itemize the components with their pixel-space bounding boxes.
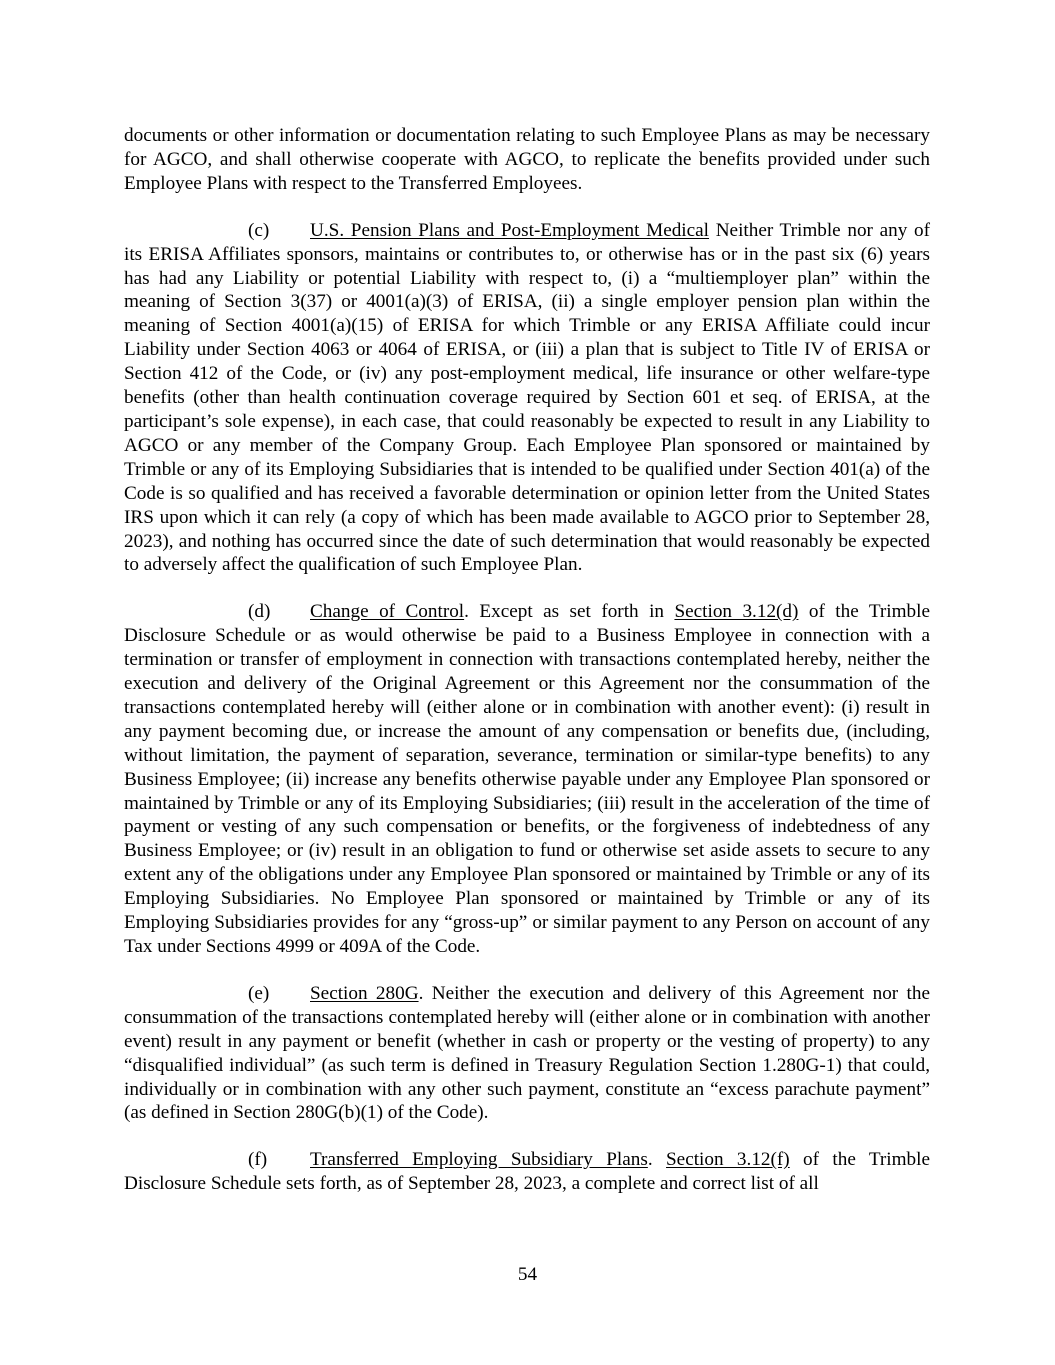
section-body-d: of the Trimble Disclosure Schedule or as would otherwise be paid to a Business Employee in connection with a termination or transfer of employment in connection with transactions contemplated hereby, neither the execution and delivery of the Original Agreement or this Agreement nor the consummation of the transactions contemplated hereby will (either alone or in combination with another event): (i) result in any payment becoming due, or increase the amount of any compensation or benefits due, (including, without limitation, the payment of separation, severance, termination or similar-type benefits) to any Business Employee; (ii) increase any benefits otherwise payable under any Employee Plan sponsored or maintained by Trimble or any of its Employing Subsidiaries; (iii) result in the acceleration of the time of payment or vesting of any such compensation or benefits, or the forgiveness of indebtedness of any Business Employee; or (iv) result in an obligation to fund or otherwise set aside assets to secure to any extent any of the obligations under any Employee Plan sponsored or maintained by Trimble or any of its Employing Subsidiaries. No Employee Plan sponsored or maintained by Trimble or any of its Employing Subsidiaries provides for any “gross-up” or similar payment to any Person on account of any Tax under Sections 4999 or 409A of the Code. [124,601,930,957]
page-number: 54 [517,1264,538,1285]
section-ref-f: Section 3.12(f) [666,1149,790,1171]
section-body-c: Neither Trimble nor any of its ERISA Affiliates sponsors, maintains or contributes to, or otherwise has or in the past six (6) years has had any Liability or potential Liability with respect to, (i) a “multiemployer plan” within the meaning of Section 3(37) or 4001(a)(3) of ERISA, (ii) a single employer pension plan within the meaning of Section 4001(a)(15) of ERISA for which Trimble or any ERISA Affiliate could incur Liability under Section 4063 or 4064 of ERISA, or (iii) a plan that is subject to Title IV of ERISA or Section 412 of the Code, or (iv) any post-employment medical, life insurance or other welfare-type benefits (other than health continuation coverage required by Section 601 et seq. of ERISA, at the participant’s sole expense), in each case, that could reasonably be expected to result in any Liability to AGCO or any member of the Company Group. Each Employee Plan sponsored or maintained by Trimble or any of its Employing Subsidiaries that is intended to be qualified under Section 401(a) of the Code is so qualified and has received a favorable determination or opinion letter from the United States IRS upon which it can rely (a copy of which has been made available to AGCO prior to September 28, 2023), and nothing has occurred since the date of such determination that would reasonably be expected to adversely affect the qualification of such Employee Plan. [124,219,930,576]
section-label-e: (e) [248,982,270,1004]
document-page [124,124,930,1219]
section-body-e: . Neither the execution and delivery of this Agreement nor the consummation of the transactions contemplated hereby will (either alone or in combination with another event) result in any payment or benefit (whether in cash or property or the vesting of property) to any “disqualified individual” (as such term is defined in Treasury Regulation Section 1.280G-1) that could, individually or in combination with any other such payment, constitute an “excess parachute payment” (as defined in Section 280G(b)(1) of the Code). [124,982,930,1124]
section-label-c: (c) [248,219,270,241]
paragraph-e [124,982,930,1125]
section-ref-d: Section 3.12(d) [674,601,799,623]
paragraph-c [124,219,930,578]
section-heading-e: Section 280G [310,982,419,1004]
paragraph-f [124,1148,930,1196]
section-body-f: of the Trimble Disclosure Schedule sets forth, as of September 28, 2023, a complete and correct list of all [124,1149,930,1195]
section-pre-f: . [647,1149,667,1171]
section-label-d: (d) [248,601,271,623]
section-heading-c: U.S. Pension Plans and Post-Employment Medical [310,219,710,241]
section-heading-f: Transferred Employing Subsidiary Plans [310,1149,648,1171]
section-label-f: (f) [248,1149,268,1171]
paragraph-d [124,600,930,959]
section-heading-d: Change of Control [310,601,465,623]
section-pre-d: . Except as set forth in [464,601,675,623]
paragraph-continuation: documents or other information or documentation relating to such Employee Plans as may be necessary for AGCO, and shall otherwise cooperate with AGCO, to replicate the benefits provided under such Employee Plans with respect to the Transferred Employees. [124,125,930,194]
